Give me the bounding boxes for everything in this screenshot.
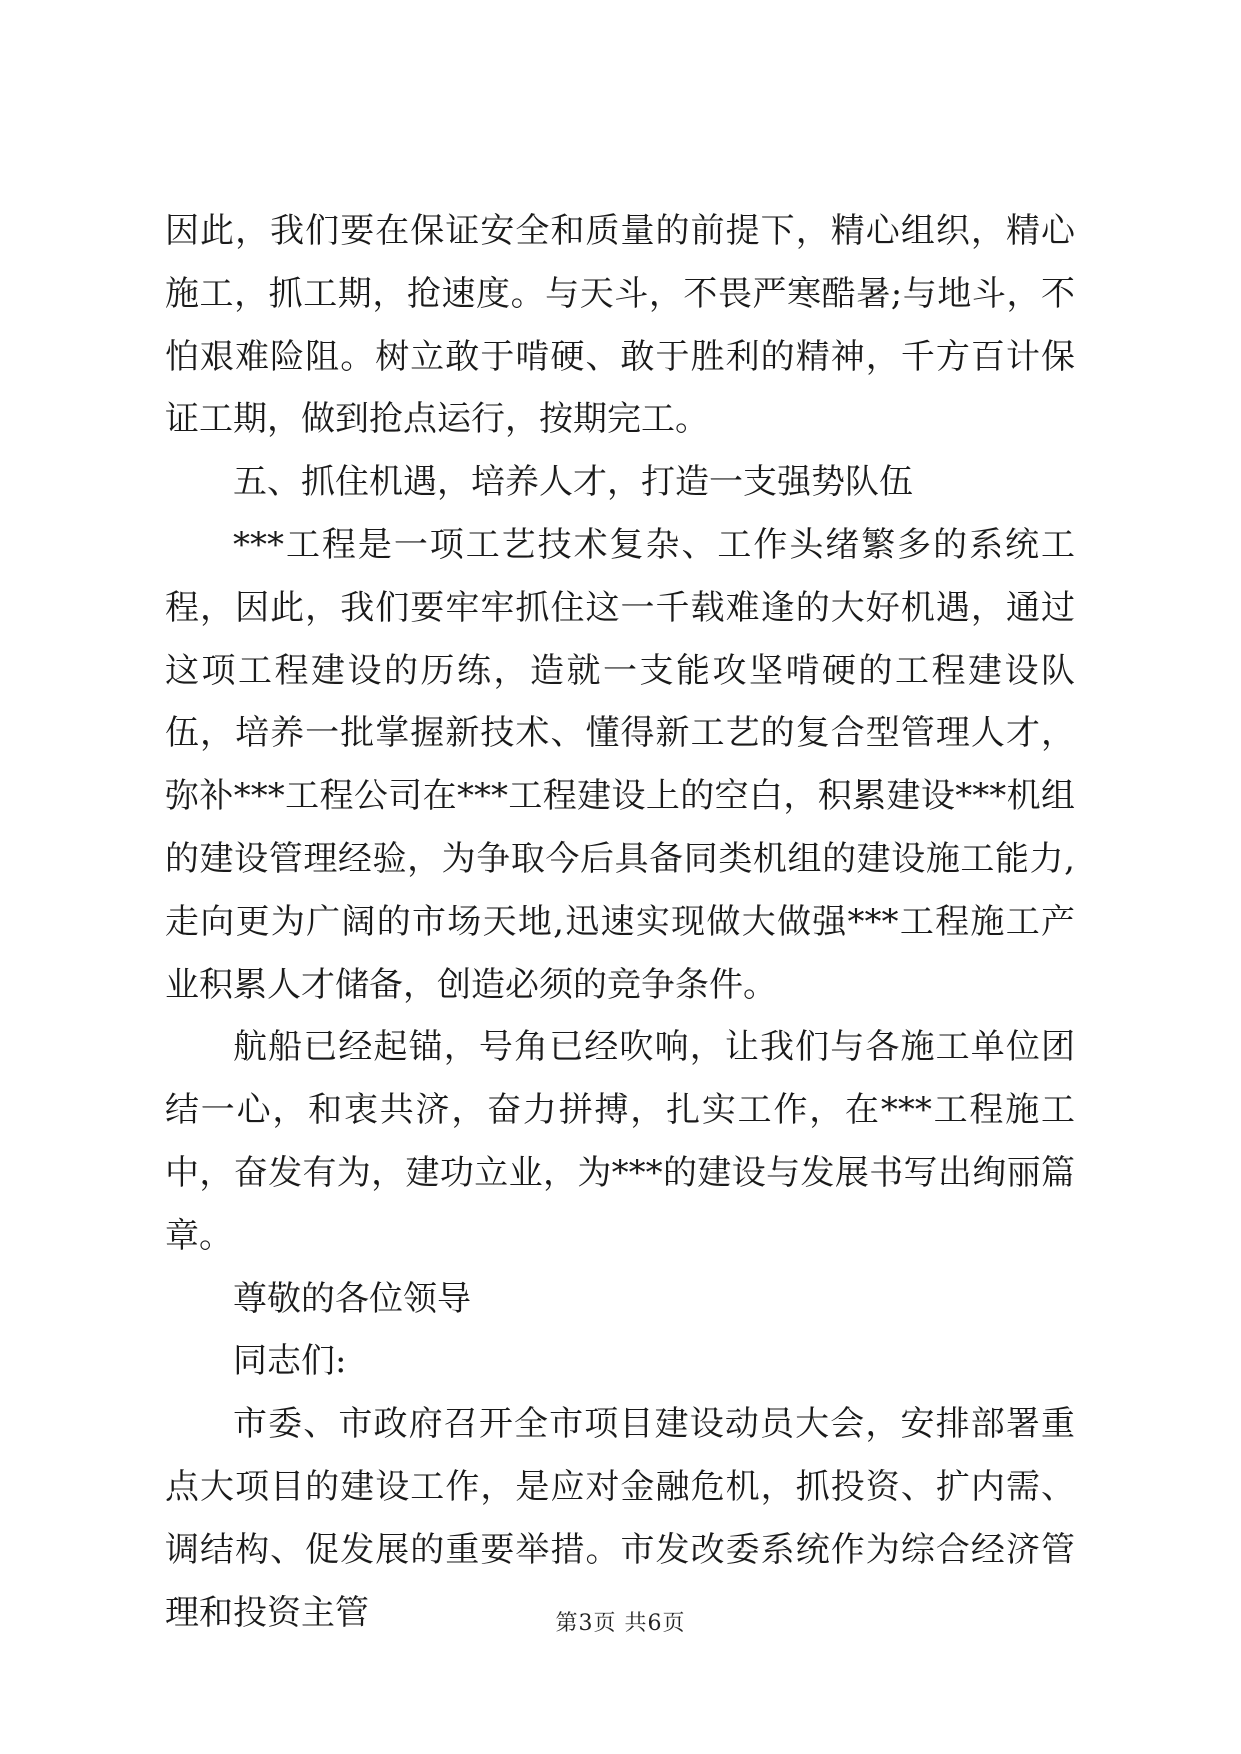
paragraph: 市委、市政府召开全市项目建设动员大会，安排部署重点大项目的建设工作，是应对金融危机，抓投资、扩内需、调结构、促发展的重要举措。市发改委系统作为综合经济管理和投资主管	[165, 1404, 1075, 1633]
salutation: 同志们:	[233, 1341, 347, 1382]
page-number-footer: 第3页 共6页	[555, 1611, 686, 1636]
document-body	[165, 200, 1075, 1644]
paragraph: 航船已经起锚，号角已经吹响，让我们与各施工单位团结一心，和衷共济，奋力拼搏，扎实工作，在***工程施工中，奋发有为，建功立业，为***的建设与发展书写出绚丽篇章。	[165, 1027, 1075, 1256]
section-heading: 五、抓住机遇，培养人才，打造一支强势队伍	[233, 462, 913, 503]
salutation: 尊敬的各位领导	[233, 1278, 471, 1319]
paragraph: ***工程是一项工艺技术复杂、工作头绪繁多的系统工程，因此，我们要牢牢抓住这一千载难逢的大好机遇，通过这项工程建设的历练，造就一支能攻坚啃硬的工程建设队伍，培养一批掌握新技术、懂得新工艺的复合型管理人才，弥补***工程公司在***工程建设上的空白，积累建设***机组的建设管理经验，为争取今后具备同类机组的建设施工能力,走向更为广阔的市场天地,迅速实现做大做强***工程施工产业积累人才储备，创造必须的竞争条件。	[165, 524, 1075, 1005]
paragraph-continuation: 因此，我们要在保证安全和质量的前提下，精心组织，精心施工，抓工期，抢速度。与天斗，不畏严寒酷暑;与地斗，不怕艰难险阻。树立敢于啃硬、敢于胜利的精神，千方百计保证工期，做到抢点运行，按期完工。	[165, 211, 1075, 440]
